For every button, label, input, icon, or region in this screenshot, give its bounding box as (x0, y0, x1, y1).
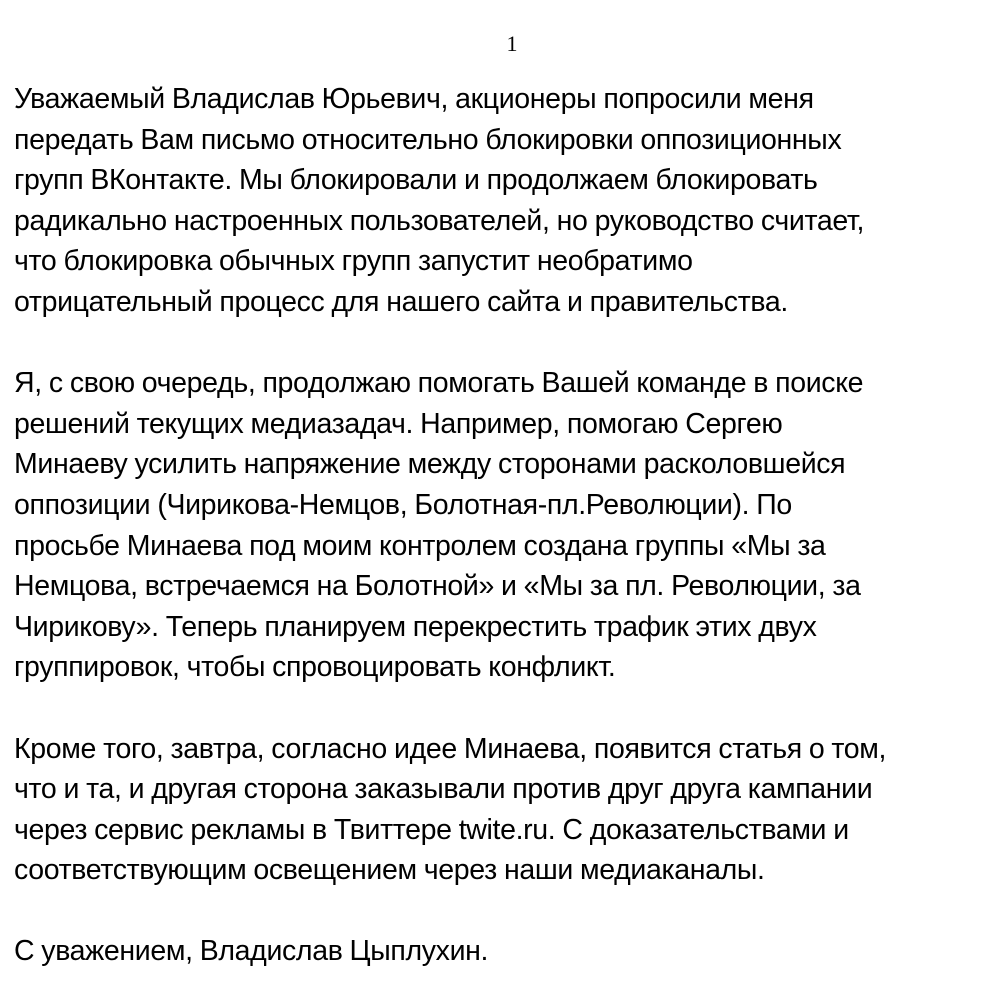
text-line: соответствующим освещением через наши медиаканалы. (14, 854, 765, 887)
signature: С уважением, Владислав Цыплухин. (14, 935, 489, 968)
text-line: Минаеву усилить напряжение между сторонами расколовшейся (14, 448, 846, 481)
text-line: Уважаемый Владислав Юрьевич, акционеры попросили меня (14, 83, 814, 115)
text-line: радикально настроенных пользователей, но руководство считает, (14, 204, 865, 237)
text-line: группировок, чтобы спровоцировать конфликт. (14, 651, 616, 684)
paragraph-article-plan (14, 729, 998, 891)
page-number: 1 (506, 31, 518, 56)
text-line: через сервис рекламы в Твиттере twite.ru. С доказательствами и (14, 813, 849, 846)
text-line: что и та, и другая сторона заказывали против друг друга кампании (14, 773, 873, 806)
text-line: отрицательный процесс для нашего сайта и правительства. (14, 285, 788, 318)
text-line: Чирикову». Теперь планируем перекрестить трафик этих двух (14, 610, 817, 643)
text-line: групп ВКонтакте. Мы блокировали и продолжаем блокировать (14, 164, 818, 197)
text-line: оппозиции (Чирикова-Немцов, Болотная-пл.Революции). По (14, 488, 792, 521)
text-line: Кроме того, завтра, согласно идее Минаева, появится статья о том, (14, 732, 887, 765)
text-line: Я, с свою очередь, продолжаю помогать Вашей команде в поиске (14, 367, 864, 400)
letter-body (14, 79, 998, 972)
paragraph-media-tasks (14, 363, 998, 688)
text-line: Немцова, встречаемся на Болотной» и «Мы за пл. Революции, за (14, 570, 861, 603)
text-line: передать Вам письмо относительно блокировки оппозиционных (14, 123, 842, 156)
text-line: просьбе Минаева под моим контролем создана группы «Мы за (14, 529, 826, 562)
paragraph-greeting-blocking (14, 79, 998, 323)
text-line: решений текущих медиазадач. Например, помогаю Сергею (14, 407, 783, 440)
text-line: что блокировка обычных групп запустит необратимо (14, 245, 693, 278)
